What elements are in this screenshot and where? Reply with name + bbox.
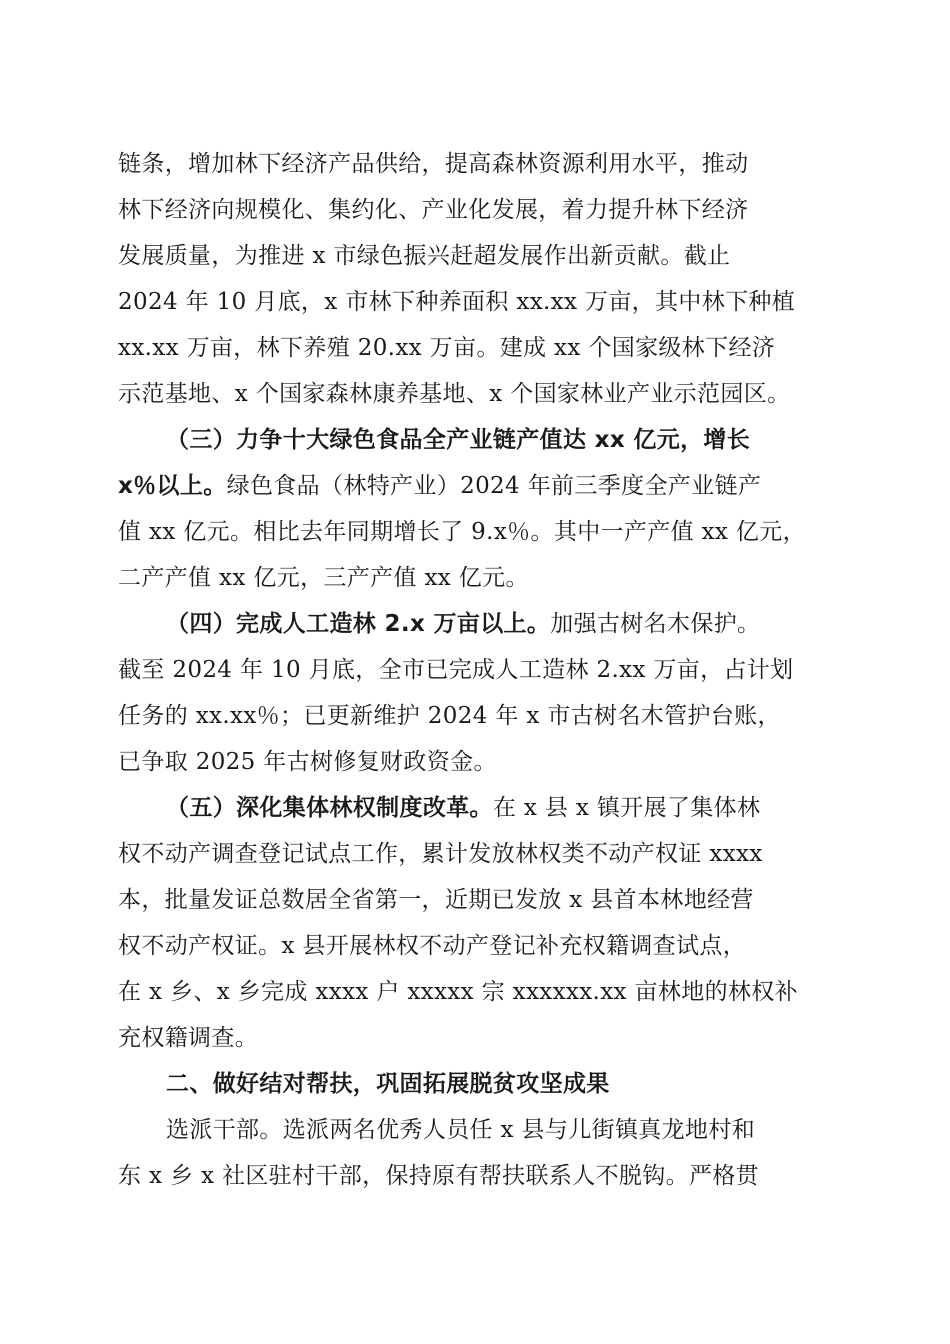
paragraph-1-line-2: 林下经济向规模化、集约化、产业化发展，着力提升林下经济 — [118, 197, 749, 223]
section-3-line-2 — [118, 463, 834, 509]
section-3-heading-end: x％以上。 — [118, 473, 227, 499]
section-4-line-1 — [118, 601, 834, 647]
paragraph-1-line-3: 发展质量，为推进 x 市绿色振兴赶超发展作出新贡献。截止 — [118, 243, 731, 269]
section-5-heading: （五）深化集体林权制度改革。 — [166, 795, 493, 821]
section-3-line-3: 值 xx 亿元。相比去年同期增长了 9.x％。其中一产产值 xx 亿元， — [118, 519, 806, 545]
section-4-heading: （四）完成人工造林 2.x 万亩以上。 — [166, 611, 551, 637]
section-5-line-4: 权不动产权证。x 县开展林权不动产登记补充权籍调查试点， — [118, 933, 747, 959]
paragraph-1-line-5: xx.xx 万亩，林下养殖 20.xx 万亩。建成 xx 个国家级林下经济 — [118, 335, 776, 361]
section-5-line-2: 权不动产调查登记试点工作，累计发放林权类不动产权证 xxxx — [118, 841, 763, 867]
section-two-heading: 二、做好结对帮扶，巩固拓展脱贫攻坚成果 — [166, 1071, 610, 1097]
section-4-line-2: 截至 2024 年 10 月底，全市已完成人工造林 2.xx 万亩，占计划 — [118, 657, 794, 683]
section-3-line-4: 二产产值 xx 亿元，三产产值 xx 亿元。 — [118, 565, 529, 591]
section-4-line-1-text: 加强古树名木保护。 — [550, 611, 761, 637]
section-two-line-2: 东 x 乡 x 社区驻村干部，保持原有帮扶联系人不脱钩。严格贯 — [118, 1163, 760, 1189]
section-5-line-6: 充权籍调查。 — [118, 1025, 259, 1051]
section-5-line-1-text: 在 x 县 x 镇开展了集体林 — [492, 795, 761, 821]
section-3-line-2-text: 绿色食品（林特产业）2024 年前三季度全产业链产 — [226, 473, 762, 499]
section-5-line-5: 在 x 乡、x 乡完成 xxxx 户 xxxxx 宗 xxxxxx.xx 亩林地的林权补 — [118, 979, 798, 1005]
section-4-line-4: 已争取 2025 年古树修复财政资金。 — [118, 749, 497, 775]
paragraph-1-line-6: 示范基地、x 个国家森林康养基地、x 个国家林业产业示范园区。 — [118, 381, 791, 407]
section-5-line-3: 本，批量发证总数居全省第一，近期已发放 x 县首本林地经营 — [118, 887, 754, 913]
section-two-line-1: 选派干部。选派两名优秀人员任 x 县与儿街镇真龙地村和 — [166, 1117, 756, 1143]
section-4-line-3: 任务的 xx.xx％；已更新维护 2024 年 x 市古树名木管护台账， — [118, 703, 781, 729]
section-5-line-1 — [118, 785, 834, 831]
document-body — [118, 141, 834, 1199]
section-3-heading: （三）力争十大绿色食品全产业链产值达 xx 亿元，增长 — [166, 427, 751, 453]
paragraph-1-line-1: 链条，增加林下经济产品供给，提高森林资源利用水平，推动 — [118, 151, 749, 177]
paragraph-1-line-4: 2024 年 10 月底，x 市林下种养面积 xx.xx 万亩，其中林下种植 — [118, 289, 796, 315]
